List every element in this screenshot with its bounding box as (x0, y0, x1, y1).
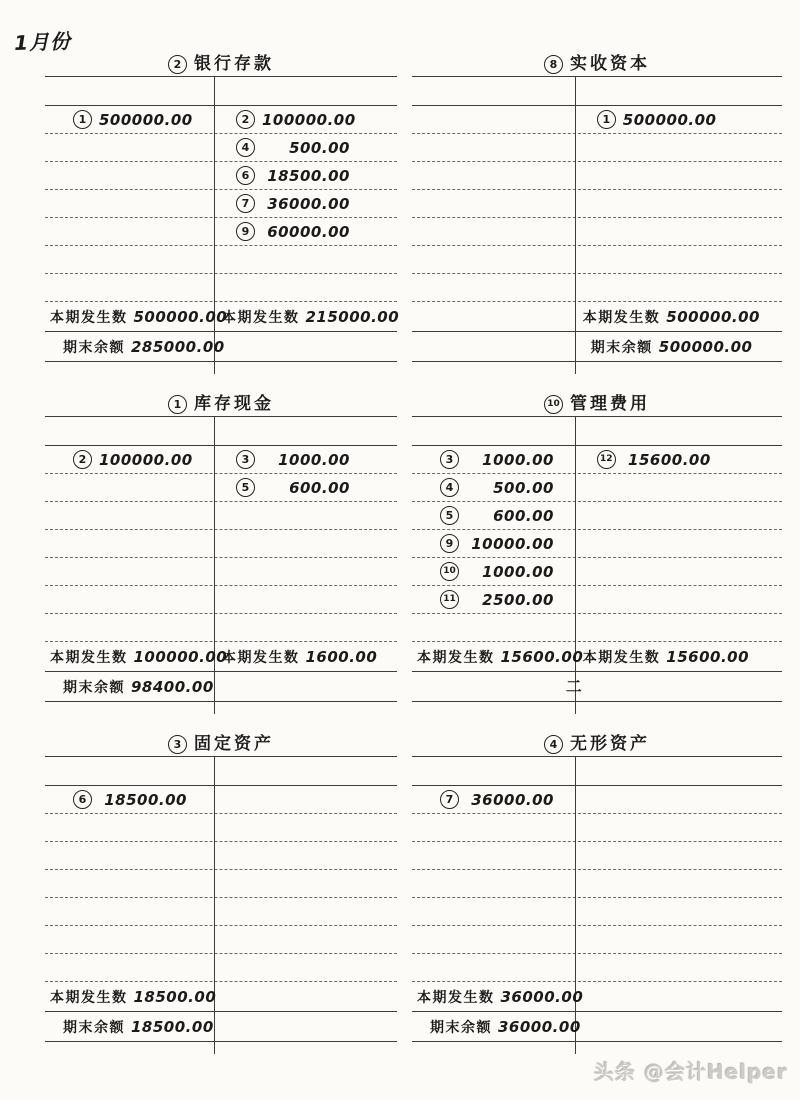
entry-amount: 500000.00 (99, 110, 193, 129)
credit-entry-cell (575, 926, 782, 953)
credit-entry-cell (214, 558, 397, 585)
debit-entry-cell (45, 954, 214, 981)
entry-number-circle: 5 (440, 506, 459, 525)
period-total-label: 本期发生数 (50, 649, 128, 666)
credit-entry-cell (214, 474, 397, 501)
entry-number-circle: 1 (73, 110, 92, 129)
entry-rows (412, 106, 782, 302)
account-number-circle: 4 (544, 735, 563, 754)
entry-amount: 18500.00 (104, 790, 187, 809)
period-total-amount: 500000.00 (666, 307, 760, 326)
credit-period-total (575, 647, 782, 667)
credit-entry-cell (214, 530, 397, 557)
debit-entry-cell (412, 870, 575, 897)
debit-ending-balance (45, 337, 225, 357)
entry-amount: 36000.00 (471, 790, 554, 809)
ending-balance-amount: 18500.00 (131, 1017, 214, 1036)
ending-balance-row (45, 332, 397, 362)
header-rule (45, 757, 397, 786)
ledger-row (45, 814, 397, 842)
entry-number-circle: 7 (236, 194, 255, 213)
ledger-row (412, 586, 782, 614)
period-total-row (45, 302, 400, 332)
ledger-row (412, 898, 782, 926)
ending-balance-label: 期末余额 (63, 679, 125, 696)
ledger-row (412, 502, 782, 530)
ending-balance-amount: 285000.00 (131, 337, 225, 356)
debit-entry-cell (412, 446, 575, 473)
ledger-row (45, 926, 397, 954)
debit-entry-cell (45, 474, 214, 501)
credit-entry-cell (575, 190, 782, 217)
credit-entry-cell (214, 870, 397, 897)
t-account-admin-expense (412, 388, 782, 702)
debit-entry-cell (412, 786, 575, 813)
ending-balance-amount: 36000.00 (498, 1017, 581, 1036)
debit-entry-cell (45, 870, 214, 897)
ending-balance-label: 期末余额 (63, 339, 125, 356)
period-total-row (45, 642, 397, 672)
ledger-row (412, 926, 782, 954)
entry-amount: 1000.00 (278, 450, 350, 469)
entry-amount: 15600.00 (628, 450, 711, 469)
credit-entry-cell (575, 842, 782, 869)
period-total-row (412, 982, 782, 1012)
credit-entry-cell (575, 218, 782, 245)
entry-amount: 600.00 (493, 506, 554, 525)
period-total-label: 本期发生数 (50, 309, 128, 326)
entry-number-circle: 6 (236, 166, 255, 185)
debit-period-total (412, 647, 584, 667)
t-account-body (45, 757, 397, 1042)
account-title (412, 48, 782, 77)
account-number-circle: 10 (544, 395, 563, 414)
debit-ending-balance (45, 677, 214, 697)
debit-entry-cell (412, 190, 575, 217)
ledger-row (412, 870, 782, 898)
entry-amount: 18500.00 (267, 166, 350, 185)
debit-entry-cell (45, 614, 214, 641)
ledger-row (45, 558, 397, 586)
entry-number-circle: 7 (440, 790, 459, 809)
ledger-row (412, 558, 782, 586)
entry-rows (45, 786, 397, 982)
ledger-row (45, 218, 397, 246)
ending-balance-row (45, 1012, 397, 1042)
ledger-row (45, 842, 397, 870)
period-total-label: 本期发生数 (221, 309, 300, 326)
debit-entry-cell (45, 106, 214, 133)
debit-entry-cell (45, 842, 214, 869)
credit-entry-cell (575, 274, 782, 301)
ledger-row (412, 218, 782, 246)
entry-rows (412, 446, 782, 642)
credit-entry-cell (214, 926, 397, 953)
entry-number-circle: 3 (236, 450, 255, 469)
ending-balance-row (45, 672, 397, 702)
debit-entry-cell (45, 786, 214, 813)
ledger-row (45, 134, 397, 162)
entry-amount: 500.00 (493, 478, 554, 497)
debit-ending-balance (45, 1017, 214, 1037)
ending-balance-row (412, 332, 782, 362)
credit-entry-cell (575, 106, 782, 133)
t-account-fixed-assets (45, 728, 397, 1042)
ledger-row (45, 274, 397, 302)
credit-entry-cell (214, 614, 397, 641)
period-total-amount: 100000.00 (133, 647, 228, 666)
entry-amount: 10000.00 (471, 534, 554, 553)
period-total-amount: 15600.00 (500, 647, 584, 666)
debit-entry-cell (45, 814, 214, 841)
account-title (45, 388, 397, 417)
entry-number-circle: 6 (73, 790, 92, 809)
period-total-label: 本期发生数 (50, 989, 128, 1006)
ending-balance-amount: 500000.00 (658, 337, 753, 356)
header-rule (412, 757, 782, 786)
entry-amount: 2500.00 (482, 590, 554, 609)
credit-ending-balance (575, 337, 782, 357)
zero-balance-mark: 二 (565, 677, 582, 696)
credit-entry-cell (214, 106, 397, 133)
entry-amount: 600.00 (289, 478, 350, 497)
ledger-row (45, 898, 397, 926)
ledger-row (45, 474, 397, 502)
entry-rows (45, 106, 397, 302)
credit-period-total (575, 307, 782, 327)
debit-entry-cell (45, 530, 214, 557)
header-rule (45, 417, 397, 446)
credit-period-total (214, 307, 399, 327)
entry-amount: 100000.00 (261, 110, 356, 129)
debit-entry-cell (45, 190, 214, 217)
ledger-row (412, 474, 782, 502)
entry-number-circle: 9 (440, 534, 459, 553)
ledger-row (45, 614, 397, 642)
credit-entry-cell (575, 246, 782, 273)
period-total-row (412, 642, 782, 672)
period-total-label: 本期发生数 (417, 649, 495, 666)
ledger-row (45, 190, 397, 218)
entry-number-circle: 10 (440, 562, 459, 581)
debit-entry-cell (45, 586, 214, 613)
entry-number-circle: 5 (236, 478, 255, 497)
account-name: 库存现金 (194, 394, 274, 414)
debit-period-total (45, 987, 217, 1007)
ledger-row (45, 162, 397, 190)
period-label: 1月份 (13, 29, 72, 55)
ending-balance-label: 期末余额 (590, 339, 653, 356)
debit-entry-cell (412, 162, 575, 189)
credit-entry-cell (575, 502, 782, 529)
credit-entry-cell (575, 614, 782, 641)
ledger-row (45, 870, 397, 898)
entry-number-circle: 12 (597, 450, 616, 469)
debit-period-total (45, 307, 228, 327)
entry-amount: 100000.00 (99, 450, 193, 469)
credit-entry-cell (575, 954, 782, 981)
entry-number-circle: 3 (440, 450, 459, 469)
account-number-circle: 8 (544, 55, 563, 74)
credit-entry-cell (575, 898, 782, 925)
account-title (45, 48, 397, 77)
credit-entry-cell (214, 502, 397, 529)
period-total-label: 本期发生数 (221, 649, 300, 666)
debit-entry-cell (412, 898, 575, 925)
credit-entry-cell (575, 162, 782, 189)
ledger-row (45, 246, 397, 274)
period-total-amount: 36000.00 (500, 987, 584, 1006)
debit-entry-cell (45, 246, 214, 273)
debit-ending-balance (412, 1017, 581, 1037)
credit-entry-cell (214, 134, 397, 161)
account-name: 无形资产 (570, 734, 650, 754)
account-title (412, 728, 782, 757)
credit-entry-cell (214, 446, 397, 473)
t-account-cash-on-hand (45, 388, 397, 702)
debit-entry-cell (412, 954, 575, 981)
debit-entry-cell (412, 246, 575, 273)
credit-entry-cell (214, 162, 397, 189)
account-number-circle: 3 (168, 735, 187, 754)
period-total-amount: 500000.00 (133, 307, 228, 326)
period-total-amount: 1600.00 (305, 647, 378, 666)
credit-period-total (214, 647, 397, 667)
entry-rows (45, 446, 397, 642)
t-account-body (45, 77, 400, 362)
ledger-row (412, 106, 782, 134)
period-total-label: 本期发生数 (417, 989, 495, 1006)
credit-entry-cell (575, 530, 782, 557)
ledger-row (45, 502, 397, 530)
credit-entry-cell (575, 586, 782, 613)
debit-entry-cell (45, 502, 214, 529)
period-total-label: 本期发生数 (582, 649, 661, 666)
entry-number-circle: 4 (440, 478, 459, 497)
ending-balance-row (412, 1012, 782, 1042)
ledger-row (412, 274, 782, 302)
debit-entry-cell (45, 274, 214, 301)
entry-rows (412, 786, 782, 982)
ledger-row (45, 954, 397, 982)
debit-entry-cell (412, 814, 575, 841)
ledger-row (412, 246, 782, 274)
debit-entry-cell (412, 274, 575, 301)
header-rule (412, 417, 782, 446)
ledger-row (412, 162, 782, 190)
ledger-row (412, 446, 782, 474)
entry-number-circle: 4 (236, 138, 255, 157)
ending-balance-label: 期末余额 (430, 1019, 492, 1036)
header-rule (45, 77, 397, 106)
debit-entry-cell (45, 134, 214, 161)
ledger-row (412, 190, 782, 218)
entry-amount: 1000.00 (482, 450, 554, 469)
entry-number-circle: 11 (440, 590, 459, 609)
account-name: 银行存款 (194, 54, 274, 74)
period-total-amount: 15600.00 (666, 647, 750, 666)
debit-period-total (45, 647, 228, 667)
credit-entry-cell (575, 474, 782, 501)
account-name: 固定资产 (194, 734, 274, 754)
debit-entry-cell (45, 926, 214, 953)
period-total-amount: 18500.00 (133, 987, 217, 1006)
account-name: 实收资本 (570, 54, 650, 74)
entry-number-circle: 1 (597, 110, 616, 129)
ledger-row (412, 134, 782, 162)
debit-entry-cell (412, 474, 575, 501)
ledger-row (45, 446, 397, 474)
ending-balance-label: 期末余额 (63, 1019, 125, 1036)
period-total-amount: 215000.00 (305, 307, 400, 326)
period-total-row (412, 302, 782, 332)
entry-amount: 1000.00 (482, 562, 554, 581)
ledger-row (412, 786, 782, 814)
entry-amount: 36000.00 (267, 194, 350, 213)
debit-entry-cell (412, 218, 575, 245)
t-account-intangible-assets (412, 728, 782, 1042)
watermark: 头条 @会计Helper (594, 1060, 788, 1084)
account-title (45, 728, 397, 757)
entry-number-circle: 9 (236, 222, 255, 241)
credit-entry-cell (575, 558, 782, 585)
ending-balance-row (412, 672, 782, 702)
period-total-label: 本期发生数 (582, 309, 661, 326)
ledger-row (412, 530, 782, 558)
debit-entry-cell (45, 162, 214, 189)
header-rule (412, 77, 782, 106)
entry-number-circle: 2 (73, 450, 92, 469)
credit-entry-cell (575, 134, 782, 161)
credit-entry-cell (214, 954, 397, 981)
debit-entry-cell (412, 842, 575, 869)
debit-entry-cell (412, 614, 575, 641)
debit-entry-cell (412, 134, 575, 161)
t-account-body (412, 77, 782, 362)
debit-entry-cell (412, 106, 575, 133)
t-account-body (412, 417, 782, 702)
entry-amount: 60000.00 (267, 222, 350, 241)
credit-entry-cell (575, 814, 782, 841)
t-account-paid-in-capital (412, 48, 782, 362)
credit-entry-cell (214, 274, 397, 301)
ledger-row (412, 954, 782, 982)
t-account-body (412, 757, 782, 1042)
ledger-row (45, 530, 397, 558)
ledger-row (412, 814, 782, 842)
debit-entry-cell (412, 926, 575, 953)
debit-entry-cell (412, 502, 575, 529)
credit-entry-cell (214, 814, 397, 841)
debit-entry-cell (45, 218, 214, 245)
t-account-body (45, 417, 397, 702)
credit-entry-cell (214, 190, 397, 217)
credit-entry-cell (214, 218, 397, 245)
debit-entry-cell (45, 898, 214, 925)
ledger-row (45, 586, 397, 614)
credit-entry-cell (575, 446, 782, 473)
credit-entry-cell (575, 786, 782, 813)
debit-period-total (412, 987, 584, 1007)
account-title (412, 388, 782, 417)
account-number-circle: 1 (168, 395, 187, 414)
debit-entry-cell (412, 530, 575, 557)
credit-entry-cell (575, 870, 782, 897)
debit-entry-cell (45, 558, 214, 585)
ending-balance-amount: 98400.00 (131, 677, 214, 696)
entry-amount: 500000.00 (622, 110, 717, 129)
entry-number-circle: 2 (236, 110, 255, 129)
entry-amount: 500.00 (289, 138, 350, 157)
t-account-bank-deposit (45, 48, 400, 362)
debit-entry-cell (45, 446, 214, 473)
account-number-circle: 2 (168, 55, 187, 74)
credit-entry-cell (214, 246, 397, 273)
credit-entry-cell (214, 786, 397, 813)
debit-entry-cell (412, 558, 575, 585)
ledger-row (45, 786, 397, 814)
credit-entry-cell (214, 842, 397, 869)
ledger-row (412, 842, 782, 870)
ledger-row (412, 614, 782, 642)
credit-entry-cell (214, 586, 397, 613)
ledger-row (45, 106, 397, 134)
credit-entry-cell (214, 898, 397, 925)
period-total-row (45, 982, 397, 1012)
debit-entry-cell (412, 586, 575, 613)
account-name: 管理费用 (570, 394, 650, 414)
